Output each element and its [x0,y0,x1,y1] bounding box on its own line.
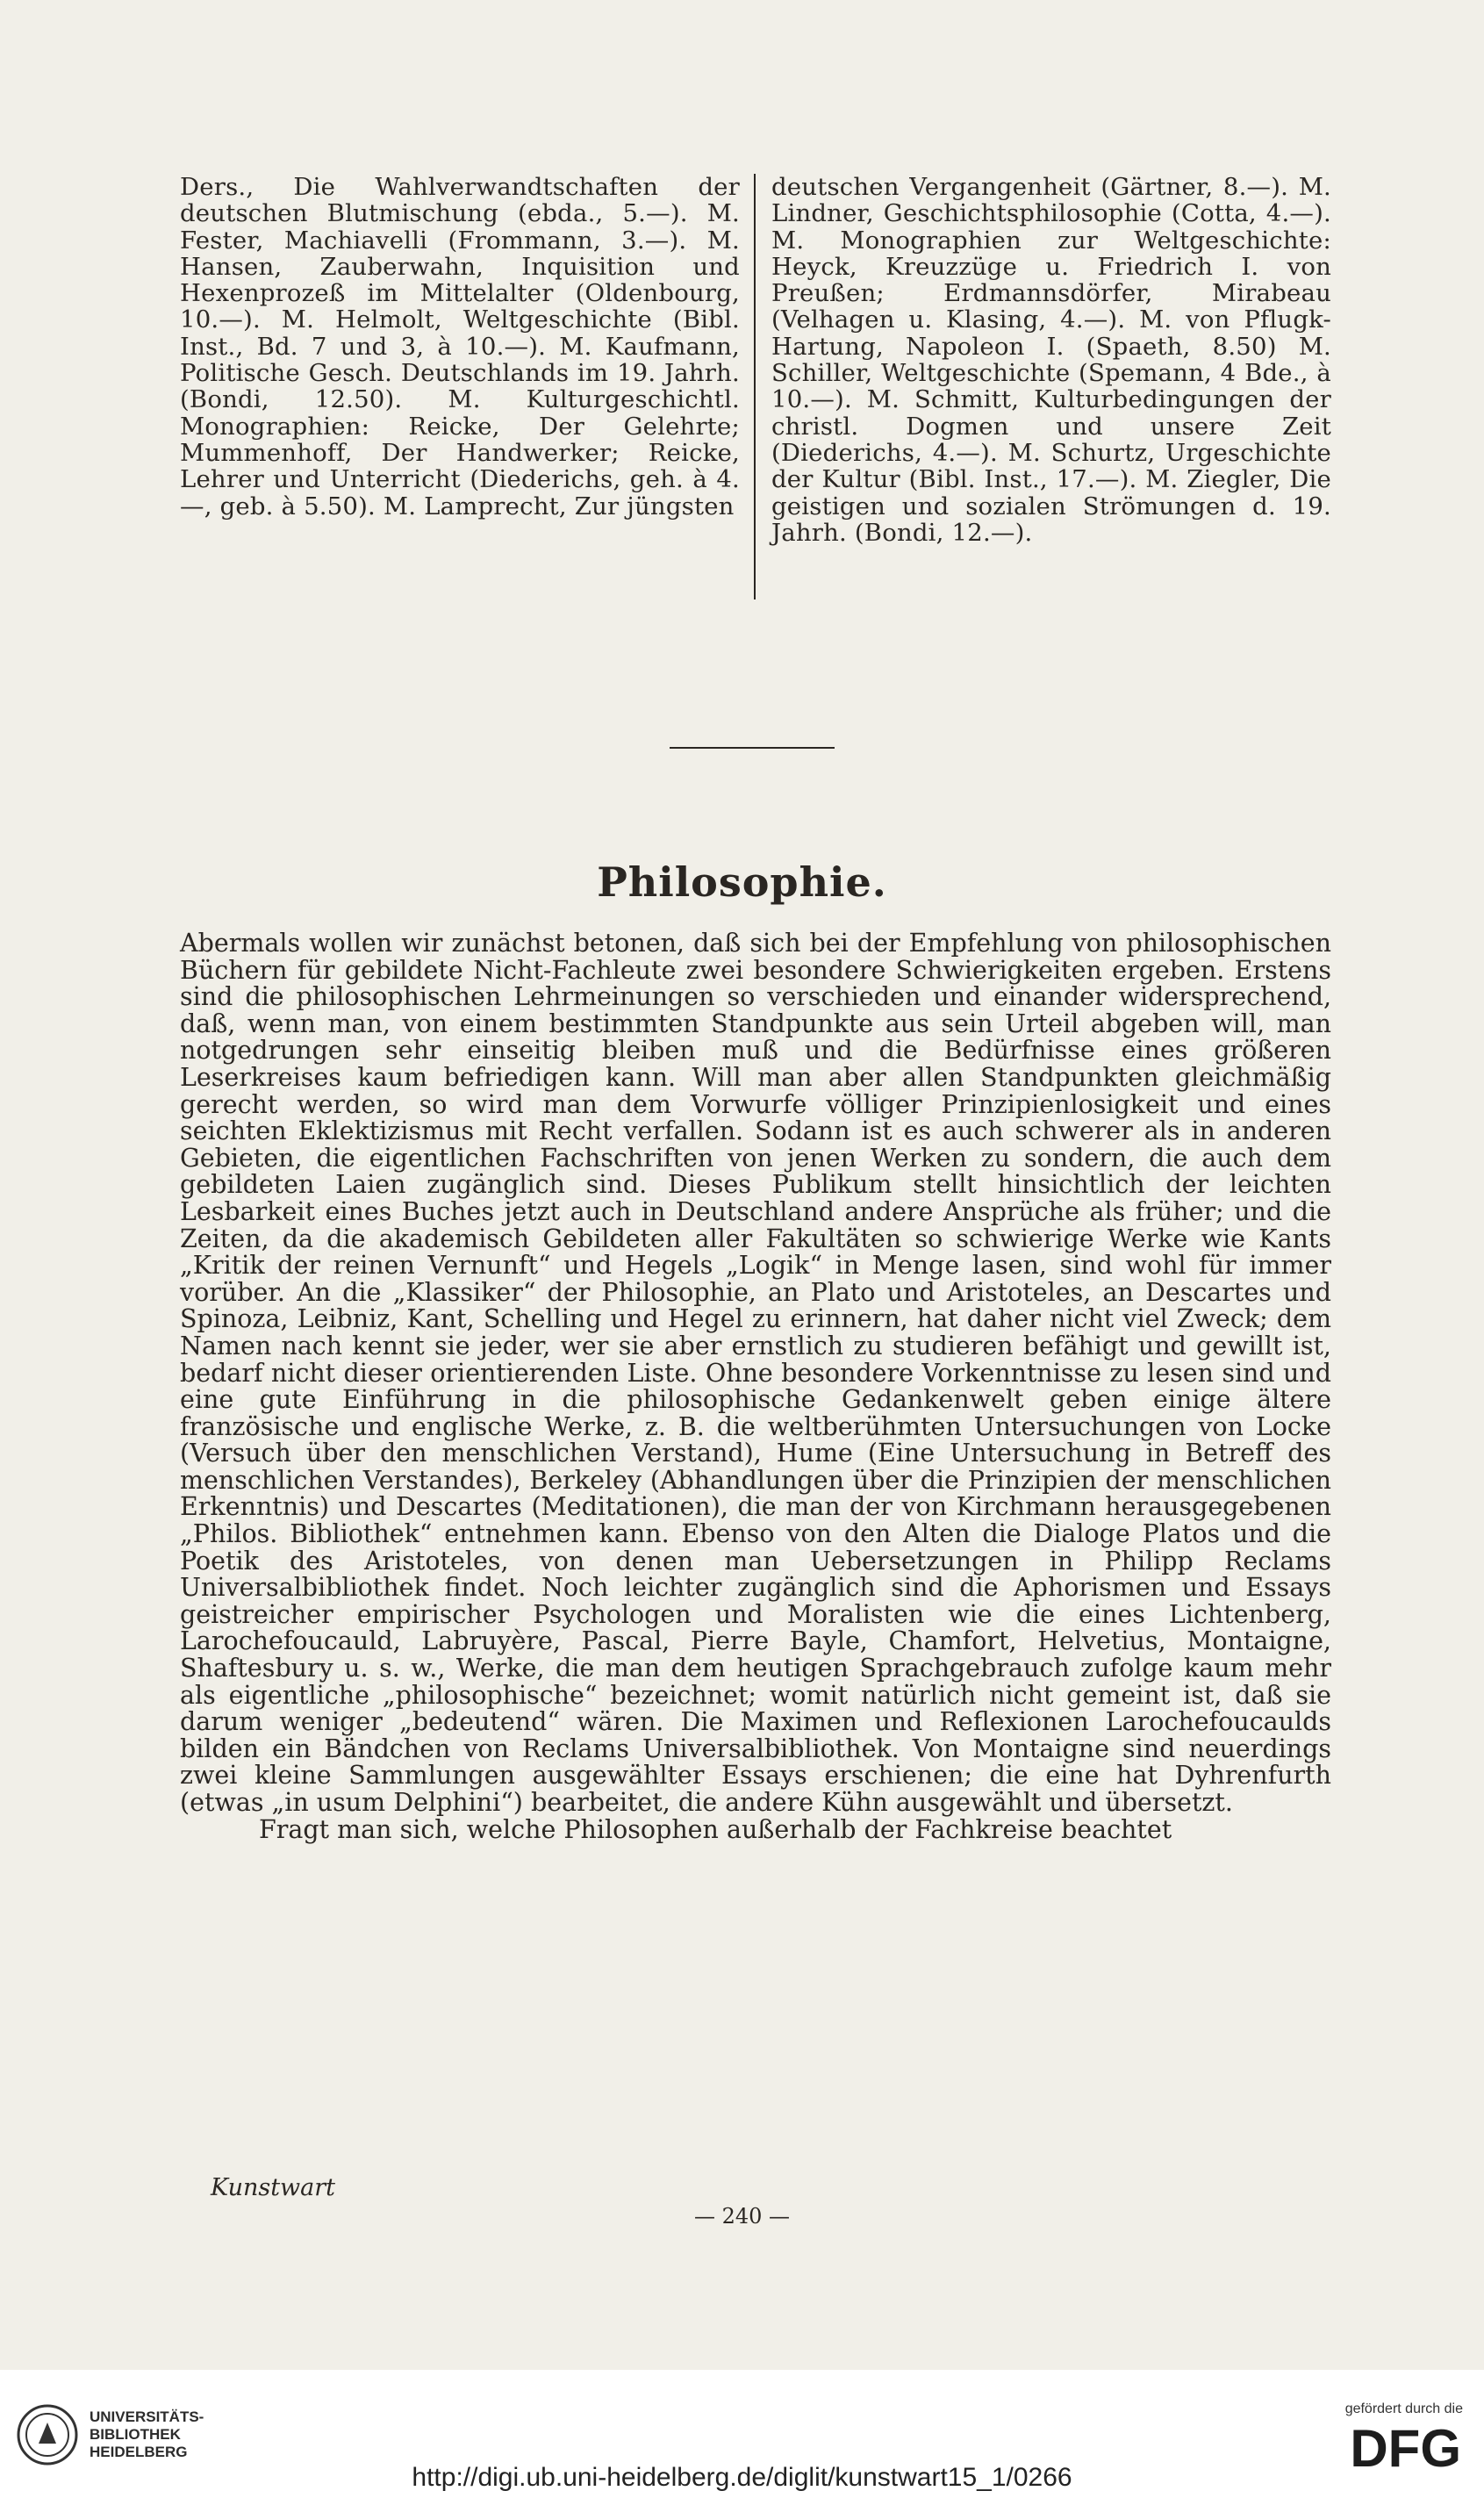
paragraph: Abermals wollen wir zunächst betonen, daß sich bei der Empfehlung von philosophischen Büchern für gebildete Nicht-Fachleute zwei besondere Schwierigkeiten ergeben. Erstens sind die philosophischen Lehrmeinungen so verschieden und einander widersprechend, daß, wenn man, von einem bestimmten Standpunkte aus sein Urteil abgeben will, man notgedrungen sehr einseitig bleiben muß und die Bedürfnisse eines größeren Leserkreises kaum befriedigen kann. Will man aber allen Standpunkten gleichmäßig gerecht werden, so wird man dem Vorwurfe völliger Prinzipienlosigkeit und eines seichten Eklektizismus mit Recht verfallen. Sodann ist es auch schwerer als in anderen Gebieten, die eigentlichen Fachschriften von jenen Werken zu sondern, die auch dem gebildeten Laien zugänglich sind. Dieses Publikum stellt hinsichtlich der leichten Lesbarkeit eines Buches jetzt auch in Deutschland andere Ansprüche als früher; und die Zeiten, da die akademisch Gebildeten aller Fakultäten so schwierige Werke wie Kants „Kritik der reinen Vernunft“ und Hegels „Logik“ in Menge lasen, sind wohl für immer vorüber. An die „Klassiker“ der Philosophie, an Plato und Aristoteles, an Descartes und Spinoza, Leibniz, Kant, Schelling und Hegel zu erinnern, hat daher nicht viel Zweck; dem Namen nach kennt sie jeder, wer sie aber ernstlich zu studieren befähigt und gewillt ist, bedarf nicht dieser orientierenden Liste. Ohne besondere Vorkenntnisse zu lesen sind und eine gute Einführung in die philosophische Gedankenwelt geben einige ältere französische und englische Werke, z. B. die weltberühmten Untersuchungen von Locke (Versuch über den menschlichen Verstand), Hume (Eine Untersuchung in Betreff des menschlichen Verstandes), Berkeley (Abhandlungen über die Prinzipien der menschlichen Erkenntnis) und Descartes (Meditationen), die man der von Kirchmann herausgegebenen „Philos. Bibliothek“ entnehmen kann. Ebenso von den Alten die Dialoge Platos und die Poetik des Aristoteles, von denen man Uebersetzungen in Philipp Reclams Universalbibliothek findet. Noch leichter zugänglich sind die Aphorismen und Essays geistreicher empirischer Psychologen und Moralisten wie die eines Lichtenberg, Larochefoucauld, Labruyère, Pascal, Pierre Bayle, Chamfort, Helvetius, Montaigne, Shaftesbury u. s. w., Werke, die man dem heutigen Sprachgebrauch zufolge kaum mehr als eigentliche „philosophische“ bezeichnet; womit natürlich nicht gemeint ist, daß sie darum weniger „bedeutend“ wären. Die Maximen und Reflexionen Larochefoucaulds bilden ein Bändchen von Reclams Universalbibliothek. Von Montaigne sind neuerdings zwei kleine Sammlungen ausgewählter Essays erschienen; die eine hat Dyhrenfurth (etwas „in usum Delphini“) bearbeitet, die andere Kühn ausgewählt und übersetzt. [180,929,1331,1817]
permalink-link[interactable]: http://digi.ub.uni-heidelberg.de/diglit/kunstwart15_1/0266 [412,2463,1072,2492]
paragraph: Fragt man sich, welche Philosophen außerhalb der Fachkreise beachtet [259,1814,1172,1844]
permalink [0,2463,1484,2493]
dfg-logo-text: DFG [1350,2419,1461,2473]
page-number: — 240 — [693,2204,791,2229]
journal-name: Kunstwart [211,2174,336,2201]
library-logo[interactable] [16,2403,204,2466]
right-column-text: deutschen Vergangenheit (Gärtner, 8.—). M. Lindner, Geschichtsphilosophie (Cotta, 4.—). M. Monographien zur Weltgeschichte: Heyck, Kreuzzüge u. Friedrich I. von Preußen; Erdmannsdörfer, Mirabeau (Velhagen u. Klasing, 4.—). M. von Pflugk-Hartung, Napoleon I. (Spaeth, 8.50) M. Schiller, Weltgeschichte (Spemann, 4 Bde., à 10.—). M. Schmitt, Kulturbedingungen der christl. Dogmen und unsere Zeit (Diederichs, 4.—). M. Schurtz, Urgeschichte der Kultur (Bibl. Inst., 17.—). M. Ziegler, Die geistigen und sozialen Strömungen d. 19. Jahrh. (Bondi, 12.—). [771,173,1331,547]
section-divider [670,747,835,749]
sponsor-label: gefördert durch die [1344,2401,1463,2416]
section-heading: Philosophie. [597,858,887,906]
library-name-line: BIBLIOTHEK [90,2426,181,2443]
library-name-line: UNIVERSITÄTS- [90,2408,204,2425]
bibliography-columns [180,174,1331,599]
dfg-logo-icon [1314,2419,1463,2473]
sponsor-block[interactable] [1314,2401,1463,2478]
library-name-line: HEIDELBERG [90,2444,188,2460]
library-name [90,2408,204,2461]
article-body [180,930,1331,1843]
left-column-text: Ders., Die Wahlverwandtschaften der deutschen Blutmischung (ebda., 5.—). M. Fester, Machiavelli (Frommann, 3.—). M. Hansen, Zauberwahn, Inquisition und Hexenprozeß im Mittelalter (Oldenbourg, 10.—). M. Helmolt, Weltgeschichte (Bibl. Inst., Bd. 7 und 3, à 10.—). M. Kaufmann, Politische Gesch. Deutschlands im 19. Jahrh. (Bondi, 12.50). M. Kulturgeschichtl. Monographien: Reicke, Der Gelehrte; Mummenhoff, Der Handwerker; Reicke, Lehrer und Unterricht (Diederichs, geh. à 4.—, geb. à 5.50). M. Lamprecht, Zur jüngsten [180,174,756,599]
library-seal-icon [16,2403,79,2466]
